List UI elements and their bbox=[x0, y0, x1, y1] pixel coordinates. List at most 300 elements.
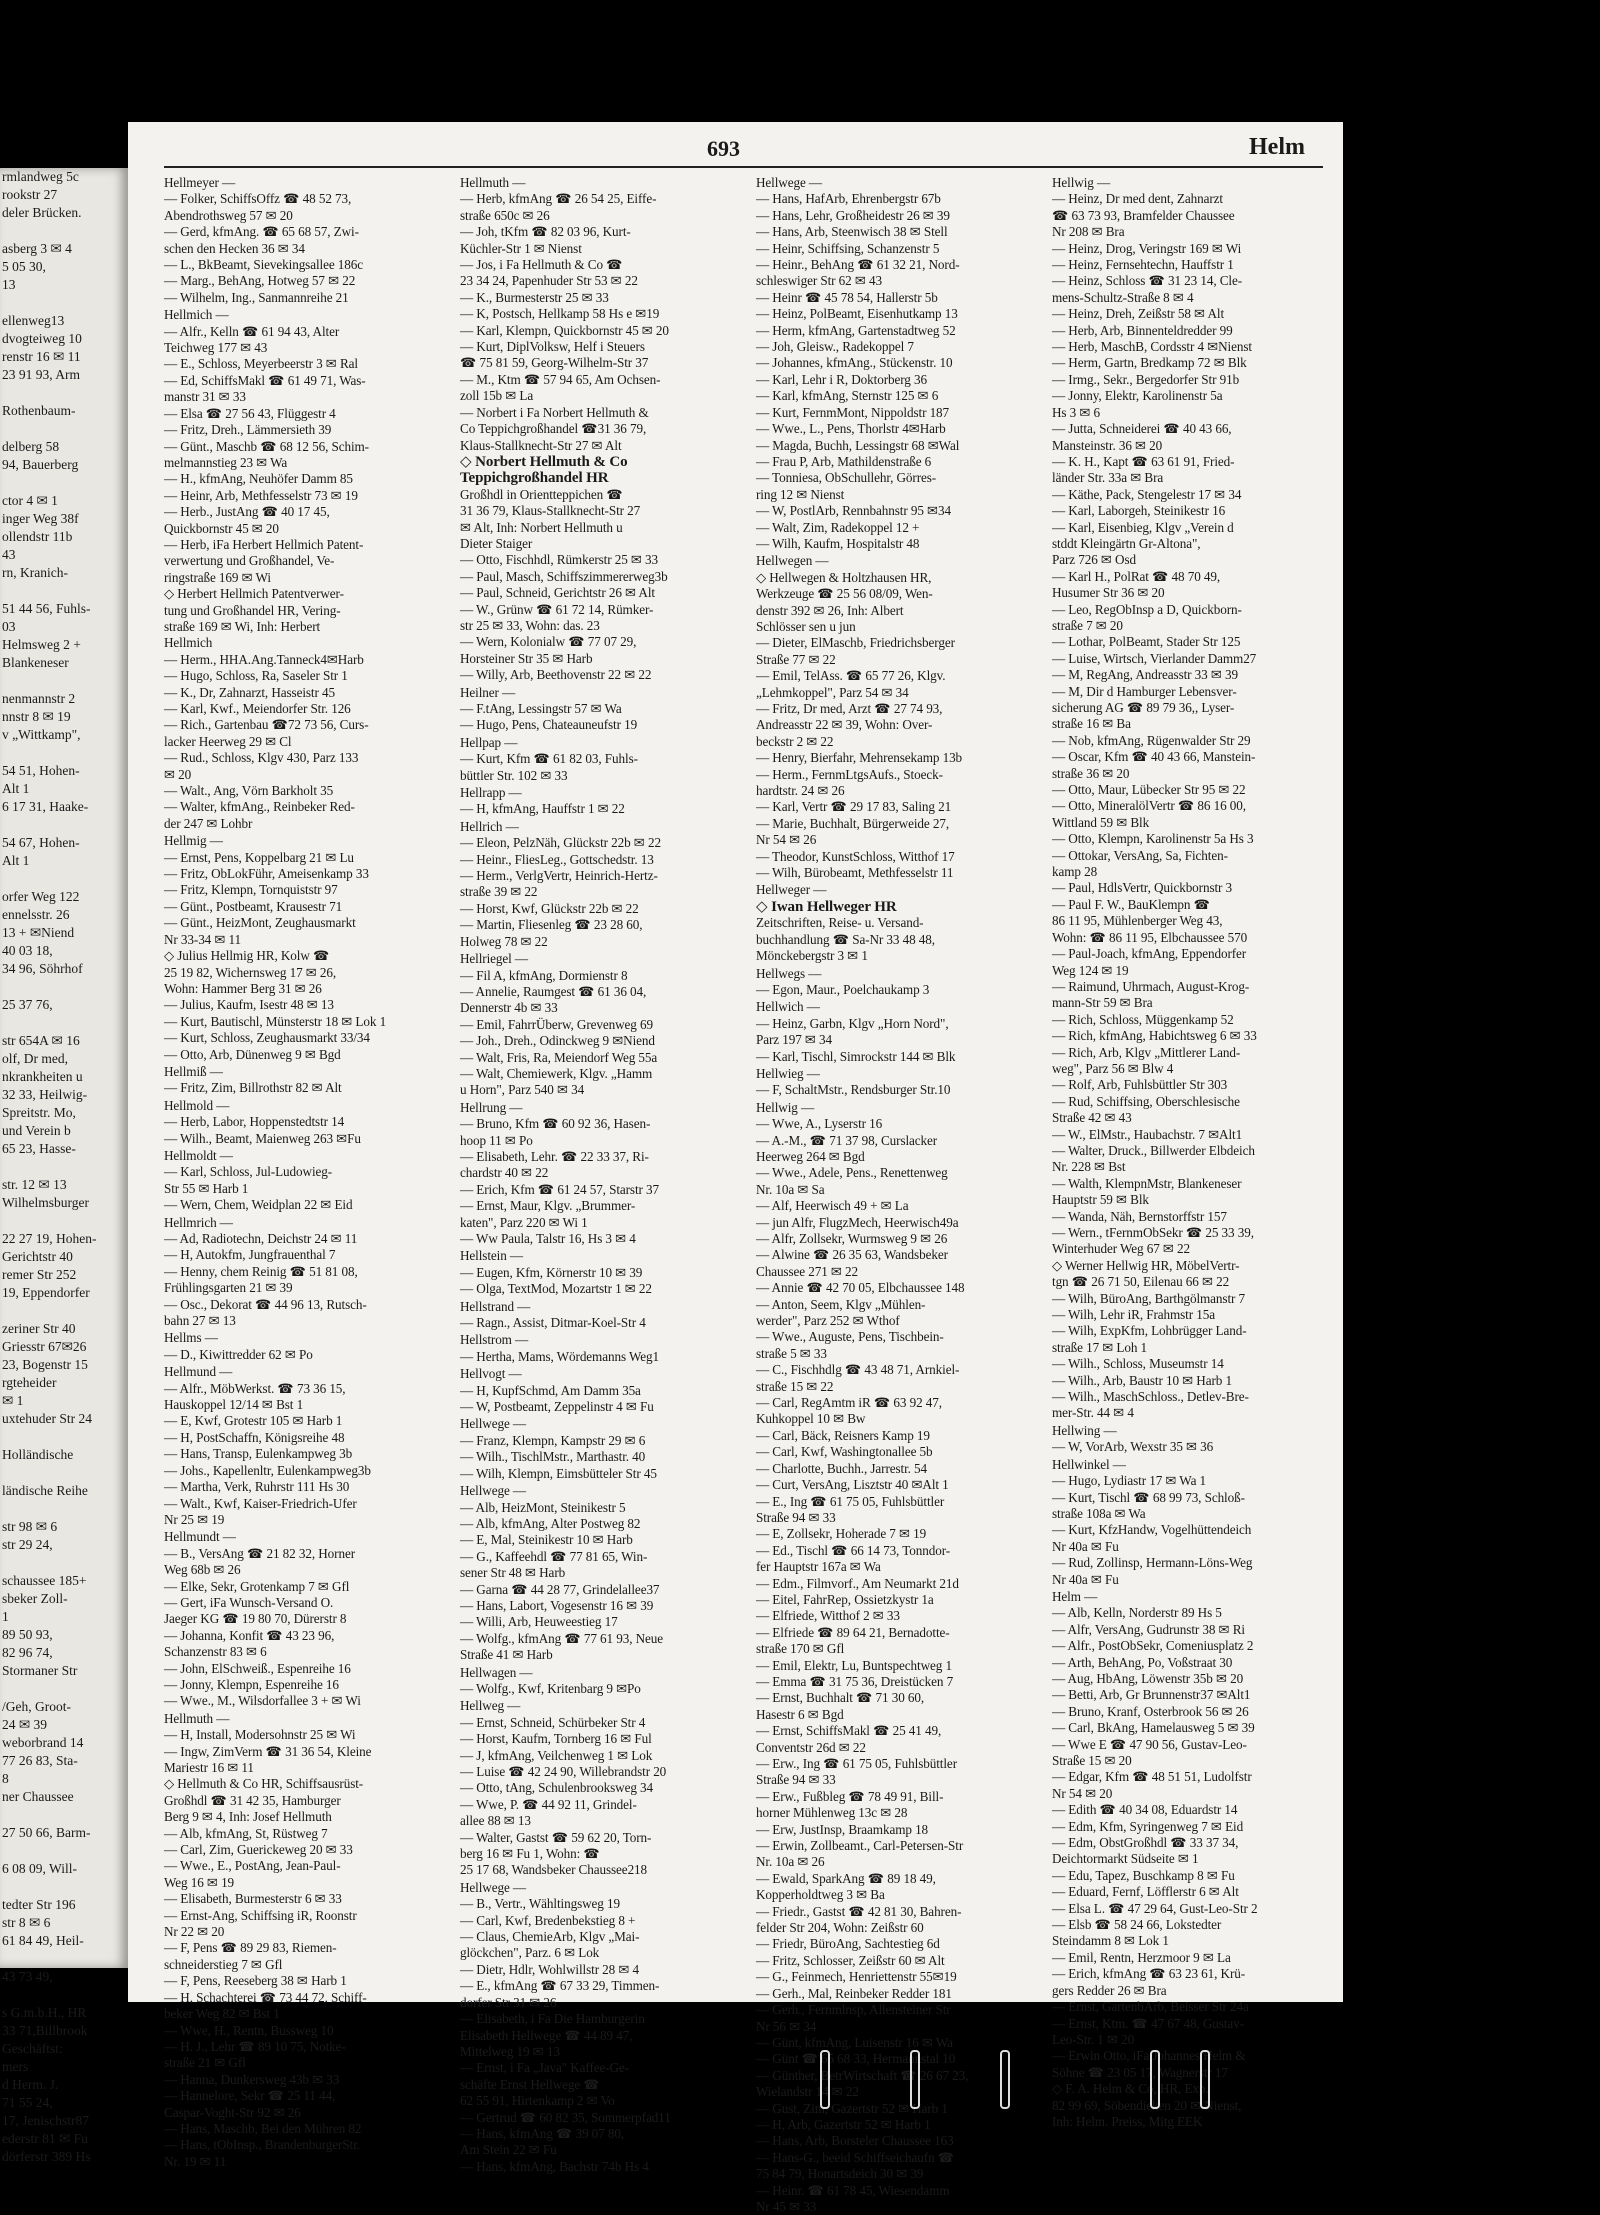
directory-entry-continuation: str 25 ✉ 33, Wohn: das. 23 bbox=[460, 617, 600, 633]
directory-entry: — Ed., Tischl ☎ 66 14 73, Tonndor- bbox=[756, 1542, 951, 1558]
directory-entry-continuation: Großhdl in Orientteppichen ☎ bbox=[460, 486, 623, 502]
directory-entry: — Hans, tObInsp., BrandenburgerStr. bbox=[164, 2137, 360, 2153]
facing-page-line: s G.m.b.H., HR bbox=[2, 2005, 87, 2020]
directory-entry: — Elsa L. ☎ 47 29 64, Gust-Leo-Str 2 bbox=[1052, 1900, 1258, 1916]
directory-entry: — Heinr, Arb, Methfesselstr 73 ✉ 19 bbox=[164, 487, 358, 503]
directory-entry: — Jutta, Schneiderei ☎ 40 43 66, bbox=[1052, 421, 1232, 437]
directory-entry: — Günther, BetrWirtschaft ☎ 26 67 23, bbox=[756, 2067, 969, 2083]
directory-entry: — Eugen, Kfm, Körnerstr 10 ✉ 39 bbox=[460, 1264, 643, 1280]
directory-entry-continuation: Nr. 10a ✉ 26 bbox=[756, 1854, 825, 1870]
facing-page-line bbox=[0, 1554, 128, 1572]
directory-entry: — Wwe, H., Rentn, Bussweg 10 bbox=[164, 2022, 334, 2038]
directory-entry: — Frau P, Arb, Mathildenstraße 6 bbox=[756, 453, 932, 469]
facing-page-line: 8 bbox=[2, 1771, 9, 1786]
directory-entry-continuation: Berg 9 ✉ 4, Inh: Josef Hellmuth bbox=[164, 1809, 332, 1825]
directory-entry: — Horst, Kaufm, Tornberg 16 ✉ Ful bbox=[460, 1731, 652, 1747]
directory-entry: — Hans, kfmAng, Bachstr 74b Hs 4 bbox=[460, 2158, 649, 2174]
surname-heading: Hellmoldt — bbox=[164, 1147, 233, 1163]
facing-page-line: ederstr 81 ✉ Fu bbox=[2, 2131, 88, 2146]
directory-entry-continuation: u Horn", Parz 540 ✉ 34 bbox=[460, 1082, 585, 1098]
facing-page-line: ner Chaussee bbox=[2, 1789, 74, 1804]
directory-entry-continuation: 25 17 68, Wandsbeker Chaussee218 bbox=[460, 1862, 648, 1878]
directory-entry: — Elfriede, Witthof 2 ✉ 33 bbox=[756, 1608, 900, 1624]
directory-entry: — H, Install, Modersohnstr 25 ✉ Wi bbox=[164, 1727, 356, 1743]
directory-entry: — Hans, Lehr, Großheidestr 26 ✉ 39 bbox=[756, 207, 950, 223]
directory-entry-continuation: Leo-Str. 1 ✉ 20 bbox=[1052, 2031, 1135, 2047]
directory-entry-continuation: hardtstr. 24 ✉ 26 bbox=[756, 783, 845, 799]
directory-entry: — Herb., JustAng ☎ 40 17 45, bbox=[164, 504, 330, 520]
facing-page-line: ctor 4 ✉ 1 bbox=[2, 493, 58, 508]
directory-entry-continuation: Dieter Staiger bbox=[460, 535, 533, 551]
directory-entry-continuation: straße 17 ✉ Loh 1 bbox=[1052, 1339, 1148, 1355]
facing-page-line bbox=[0, 1158, 128, 1176]
directory-entry: — Eleon, PelzNäh, Glückstr 22b ✉ 22 bbox=[460, 835, 661, 851]
facing-page-line: ✉ 1 bbox=[2, 1393, 24, 1408]
facing-page-line: 6 08 09, Will- bbox=[2, 1861, 77, 1876]
directory-column bbox=[1052, 174, 1324, 2129]
facing-page-line: zeriner Str 40 bbox=[2, 1321, 76, 1336]
directory-entry: — Betti, Arb, Gr Brunnenstr37 ✉Alt1 bbox=[1052, 1687, 1251, 1703]
directory-entry-continuation: ✉ Alt, Inh: Norbert Hellmuth u bbox=[460, 519, 623, 535]
facing-page-line bbox=[0, 1842, 128, 1860]
directory-entry-continuation: büttler Str. 102 ✉ 33 bbox=[460, 767, 568, 783]
directory-entry-continuation: berg 16 ✉ Fu 1, Wohn: ☎ bbox=[460, 1846, 600, 1862]
directory-entry: — Ed, SchiffsMakl ☎ 61 49 71, Was- bbox=[164, 372, 366, 388]
directory-entry-continuation: Werkzeuge ☎ 25 56 08/09, Wen- bbox=[756, 586, 933, 602]
directory-entry: — Erich, Kfm ☎ 61 24 57, Starstr 37 bbox=[460, 1181, 659, 1197]
facing-page-line: 13 bbox=[2, 277, 16, 292]
directory-entry: — Olga, TextMod, Mozartstr 1 ✉ 22 bbox=[460, 1281, 652, 1297]
surname-heading: Hellmund — bbox=[164, 1364, 233, 1380]
directory-entry: — Leo, RegObInsp a D, Quickborn- bbox=[1052, 601, 1242, 617]
directory-entry: — Herm., HHA.Ang.Tanneck4✉Harb bbox=[164, 651, 364, 667]
directory-entry: — Alb, kfmAng, St, Rüstweg 7 bbox=[164, 1825, 328, 1841]
surname-heading: Hellwege — bbox=[460, 1483, 527, 1499]
facing-page-line: Geschäftst: bbox=[2, 2041, 63, 2056]
directory-entry: — E., kfmAng ☎ 67 33 29, Timmen- bbox=[460, 1978, 660, 1994]
directory-entry: — Jonny, Klempn, Espenreihe 16 bbox=[164, 1676, 339, 1692]
facing-page-line: 89 50 93, bbox=[2, 1627, 53, 1642]
facing-page-line: schaussee 185+ bbox=[2, 1573, 87, 1588]
directory-entry: — Fritz, ObLokFühr, Ameisenkamp 33 bbox=[164, 866, 369, 882]
directory-entry: — Ernst, i Fa „Java" Kaffee-Ge- bbox=[460, 2060, 630, 2076]
directory-entry: — Hugo, Lydiastr 17 ✉ Wa 1 bbox=[1052, 1473, 1207, 1489]
directory-entry: — Alfr, VersAng, Gudrunstr 38 ✉ Ri bbox=[1052, 1621, 1245, 1637]
directory-entry-continuation: Küchler-Str 1 ✉ Nienst bbox=[460, 240, 582, 256]
facing-page-line: ellenweg13 bbox=[2, 313, 65, 328]
directory-entry: — Annie ☎ 42 70 05, Elbchaussee 148 bbox=[756, 1280, 965, 1296]
directory-entry-continuation: Quickbornstr 45 ✉ 20 bbox=[164, 520, 279, 536]
facing-page-line bbox=[0, 1680, 128, 1698]
directory-entry: — Annelie, Raumgest ☎ 61 36 04, bbox=[460, 983, 647, 999]
directory-entry: — Martin, Fliesenleg ☎ 23 28 60, bbox=[460, 917, 643, 933]
directory-entry-continuation: ☎ 63 73 93, Bramfelder Chaussee bbox=[1052, 207, 1235, 223]
directory-entry: — Marg., BehAng, Hotweg 57 ✉ 22 bbox=[164, 273, 356, 289]
directory-entry: — Ernst, Schneid, Schürbeker Str 4 bbox=[460, 1714, 646, 1730]
directory-entry: — G., Kaffeehdl ☎ 77 81 65, Win- bbox=[460, 1548, 648, 1564]
directory-entry: — Herm, kfmAng, Gartenstadtweg 52 bbox=[756, 322, 956, 338]
directory-entry: — Emil, Elektr, Lu, Buntspechtweg 1 bbox=[756, 1657, 952, 1673]
directory-entry: — Rich., Gartenbau ☎72 73 56, Curs- bbox=[164, 717, 369, 733]
facing-page-line: d Herm. J. bbox=[2, 2077, 59, 2092]
directory-entry-continuation: straße 16 ✉ Ba bbox=[1052, 716, 1131, 732]
directory-entry: — H, Arb, Gazertstr 52 ✉ Harb 1 bbox=[756, 2116, 931, 2132]
directory-entry: — Hans, Labort, Vogesenstr 16 ✉ 39 bbox=[460, 1597, 654, 1613]
directory-entry: — Elisabeth, Burmesterstr 6 ✉ 33 bbox=[164, 1891, 342, 1907]
directory-entry-continuation: 62 55 91, Hirtenkamp 2 ✉ Vo bbox=[460, 2093, 615, 2109]
directory-entry-continuation: 31 36 79, Klaus-Stallknecht-Str 27 bbox=[460, 503, 641, 519]
directory-entry: — Günt ☎ 65 68 33, Hermannstal 10 bbox=[756, 2051, 956, 2067]
directory-entry-continuation: melmannstieg 23 ✉ Wa bbox=[164, 454, 288, 470]
directory-entry: — Magda, Buchh, Lessingstr 68 ✉Wal bbox=[756, 437, 960, 453]
surname-heading: Hellms — bbox=[164, 1330, 218, 1346]
directory-entry-continuation: Am Stein 22 ✉ Fu bbox=[460, 2142, 557, 2158]
directory-entry-continuation: Nr 54 ✉ 20 bbox=[1052, 1785, 1113, 1801]
directory-entry-continuation: straße 108a ✉ Wa bbox=[1052, 1505, 1146, 1521]
directory-entry-continuation: buchhandlung ☎ Sa-Nr 33 48 48, bbox=[756, 931, 935, 947]
directory-entry-continuation: Zeitschriften, Reise- u. Versand- bbox=[756, 915, 924, 931]
directory-entry: — Günt, kfmAng, Luisenstr 16 ✉ Wa bbox=[756, 2034, 953, 2050]
directory-entry: — Wilh, Klempn, Eimsbütteler Str 45 bbox=[460, 1465, 657, 1481]
directory-entry: — F.tAng, Lessingstr 57 ✉ Wa bbox=[460, 701, 622, 716]
directory-entry: — John, ElSchweiß., Espenreihe 16 bbox=[164, 1660, 351, 1676]
facing-page-line bbox=[0, 816, 128, 834]
directory-entry: — Wilh., Beamt, Maienweg 263 ✉Fu bbox=[164, 1130, 361, 1146]
directory-entry: — Aug, HbAng, Löwenstr 35b ✉ 20 bbox=[1052, 1670, 1244, 1686]
directory-entry: — K. H., Kapt ☎ 63 61 91, Fried- bbox=[1052, 453, 1235, 469]
facing-page-line: str 98 ✉ 6 bbox=[2, 1519, 58, 1534]
directory-entry: ◇ Norbert Hellmuth & Co bbox=[460, 453, 628, 470]
directory-entry: — G., Feinmech, Henriettenstr 55✉19 bbox=[756, 1969, 957, 1985]
directory-entry: — H, PostSchaffn, Königsreihe 48 bbox=[164, 1429, 345, 1445]
directory-entry-continuation: 25 19 82, Wichernsweg 17 ✉ 26, bbox=[164, 964, 337, 980]
directory-entry: — Wilh, BüroAng, Barthgölmanstr 7 bbox=[1052, 1290, 1245, 1306]
columns bbox=[164, 174, 1324, 2214]
directory-entry-continuation: Frühlingsgarten 21 ✉ 39 bbox=[164, 1280, 293, 1296]
directory-entry: — M., Ktm ☎ 57 94 65, Am Ochsen- bbox=[460, 371, 661, 387]
directory-entry: — Folker, SchiffsOffz ☎ 48 52 73, bbox=[164, 191, 352, 207]
directory-entry-continuation: Mansteinstr. 36 ✉ 20 bbox=[1052, 437, 1163, 453]
directory-entry-continuation: Wielandstr 14 ✉ 22 bbox=[756, 2084, 859, 2100]
directory-entry: — Paul-Joach, kfmAng, Eppendorfer bbox=[1052, 946, 1247, 962]
directory-entry: — H, KupfSchmd, Am Damm 35a bbox=[460, 1382, 641, 1398]
directory-entry: — W., ElMstr., Haubachstr. 7 ✉Alt1 bbox=[1052, 1126, 1243, 1142]
directory-entry: — Walt, Zim, Radekoppel 12 + bbox=[756, 519, 920, 535]
facing-page-line bbox=[0, 672, 128, 690]
directory-entry: — Paul, HdlsVertr, Quickbornstr 3 bbox=[1052, 880, 1233, 896]
directory-entry: — F, Pens, Reeseberg 38 ✉ Harb 1 bbox=[164, 1973, 347, 1989]
directory-entry: — jun Alfr, FlugzMech, Heerwisch49a bbox=[756, 1214, 959, 1230]
directory-entry: — Erich, kfmAng ☎ 63 23 61, Krü- bbox=[1052, 1966, 1246, 1982]
facing-page-line: 24 ✉ 39 bbox=[2, 1717, 48, 1732]
directory-entry-continuation: Horsteiner Str 35 ✉ Harb bbox=[460, 650, 593, 666]
directory-entry: — Ernst, GartenbArb, Beisser Str 24a bbox=[1052, 1999, 1249, 2015]
directory-entry: ◇ Werner Hellwig HR, MöbelVertr- bbox=[1052, 1257, 1240, 1273]
directory-entry-continuation: Nr. 10a ✉ Sa bbox=[756, 1181, 825, 1197]
directory-entry: — Walter, Gastst ☎ 59 62 20, Torn- bbox=[460, 1829, 652, 1845]
directory-entry: — Erw., Fußbleg ☎ 78 49 91, Bill- bbox=[756, 1788, 944, 1804]
directory-entry-continuation: Weg 68b ✉ 26 bbox=[164, 1562, 241, 1578]
directory-entry: — Gerd, kfmAng. ☎ 65 68 57, Zwi- bbox=[164, 224, 359, 240]
facing-page-line bbox=[0, 1950, 128, 1968]
directory-entry: — Wern, Kolonialw ☎ 77 07 29, bbox=[460, 634, 637, 650]
directory-entry: — Herb, kfmAng ☎ 26 54 25, Eiffe- bbox=[460, 191, 657, 207]
directory-entry: — W, PostlArb, Rennbahnstr 95 ✉34 bbox=[756, 503, 951, 519]
directory-entry: — Hugo, Schloss, Ra, Saseler Str 1 bbox=[164, 668, 348, 684]
facing-page-line: Helmsweg 2 + bbox=[2, 637, 81, 652]
facing-page-line: dörferstr 389 Hs bbox=[2, 2149, 91, 2164]
directory-entry: — Herb, iFa Herbert Hellmich Patent- bbox=[164, 536, 364, 552]
directory-entry: — Herm., FernmLtgsAufs., Stoeck- bbox=[756, 766, 943, 782]
directory-entry: — L., BkBeamt, Sievekingsallee 186c bbox=[164, 257, 364, 273]
directory-entry-continuation: Kuhkoppel 10 ✉ Bw bbox=[756, 1411, 866, 1427]
directory-entry: — Erw, JustInsp, Braamkamp 18 bbox=[756, 1821, 929, 1837]
directory-entry: — Ragn., Assist, Ditmar-Koel-Str 4 bbox=[460, 1315, 646, 1331]
directory-entry-continuation: bahn 27 ✉ 13 bbox=[164, 1313, 236, 1329]
directory-entry: — F, SchaltMstr., Rendsburger Str.10 bbox=[756, 1082, 951, 1098]
directory-entry: — Kurt, Kfm ☎ 61 82 03, Fuhls- bbox=[460, 751, 638, 767]
directory-entry-continuation: Großhdl ☎ 31 42 35, Hamburger bbox=[164, 1792, 341, 1808]
directory-entry: — Heinz, Garbn, Klgv „Horn Nord", bbox=[756, 1015, 949, 1031]
directory-entry-continuation: schen den Hecken 36 ✉ 34 bbox=[164, 240, 305, 256]
directory-entry: — Luise, Wirtsch, Vierlander Damm27 bbox=[1052, 650, 1257, 666]
surname-heading: Hellwig — bbox=[756, 1099, 815, 1115]
directory-entry: — Wilh., MaschSchloss., Detlev-Bre- bbox=[1052, 1389, 1249, 1405]
directory-entry: — Rich, Schloss, Müggenkamp 52 bbox=[1052, 1011, 1234, 1027]
directory-entry: — Wilhelm, Ing., Sanmannreihe 21 bbox=[164, 289, 349, 305]
directory-entry-continuation: Klaus-Stallknecht-Str 27 ✉ Alt bbox=[460, 437, 622, 453]
directory-entry-continuation: Söhne ☎ 23 05 17, Wagnerstr 17 bbox=[1052, 2064, 1228, 2080]
directory-entry: — Fritz, Dr med, Arzt ☎ 27 74 93, bbox=[756, 701, 943, 716]
facing-page-line: nkrankheiten u bbox=[2, 1069, 83, 1084]
surname-heading: Hellwich — bbox=[756, 999, 820, 1015]
directory-entry: — Heinr., BehAng ☎ 61 32 21, Nord- bbox=[756, 257, 960, 273]
surname-heading: Hellstrand — bbox=[460, 1298, 531, 1314]
directory-entry: — Curt, VersAng, Lisztstr 40 ✉Alt 1 bbox=[756, 1477, 949, 1493]
surname-heading: Hellpap — bbox=[460, 734, 518, 750]
directory-entry-continuation: Winterhuder Weg 67 ✉ 22 bbox=[1052, 1241, 1191, 1257]
directory-entry: — Edgar, Kfm ☎ 48 51 51, Ludolfstr bbox=[1052, 1769, 1252, 1785]
directory-entry: — Bruno, Kranf, Osterbrook 56 ✉ 26 bbox=[1052, 1703, 1249, 1719]
directory-entry: — Fritz, Klempn, Tornquiststr 97 bbox=[164, 882, 338, 898]
directory-entry: — Carl, RegAmtm iR ☎ 63 92 47, bbox=[756, 1395, 942, 1411]
facing-page-line: 22 27 19, Hohen- bbox=[2, 1231, 97, 1246]
directory-entry: — Kurt, Bautischl, Münsterstr 18 ✉ Lok 1 bbox=[164, 1013, 387, 1029]
directory-entry: — Fritz, Schlosser, Zeißstr 60 ✉ Alt bbox=[756, 1952, 945, 1968]
facing-page-line bbox=[0, 978, 128, 996]
facing-page-line: asberg 3 ✉ 4 bbox=[2, 241, 72, 256]
directory-entry: — Heinr. ☎ 61 78 45, Wiesendamm bbox=[756, 2182, 950, 2198]
directory-entry-continuation: manstr 31 ✉ 33 bbox=[164, 389, 246, 405]
directory-entry-continuation: Nr. 19 ✉ 11 bbox=[164, 2153, 227, 2169]
directory-entry: — Wwe., M., Wilsdorfallee 3 + ✉ Wi bbox=[164, 1693, 361, 1709]
directory-entry-continuation: straße 170 ✉ Gfl bbox=[756, 1641, 845, 1657]
directory-entry-continuation: 75 84 79, Honartsdeich 30 ✉ 39 bbox=[756, 2166, 924, 2182]
directory-entry-continuation: Nr. 228 ✉ Bst bbox=[1052, 1159, 1126, 1175]
directory-entry: — Johanna, Konfit ☎ 43 23 96, bbox=[164, 1627, 335, 1643]
facing-page-line: ennelsstr. 26 bbox=[2, 907, 70, 922]
directory-entry: — Otto, tAng, Schulenbrooksweg 34 bbox=[460, 1780, 654, 1796]
directory-entry: — Rolf, Arb, Fuhlsbüttler Str 303 bbox=[1052, 1077, 1228, 1093]
directory-entry-continuation: Kopperholdtweg 3 ✉ Ba bbox=[756, 1887, 885, 1903]
surname-heading: Hellmig — bbox=[164, 833, 223, 849]
directory-entry: — Heinz, Dreh, Zeißstr 58 ✉ Alt bbox=[1052, 306, 1225, 322]
directory-entry: — Jonny, Elektr, Karolinenstr 5a bbox=[1052, 388, 1223, 404]
directory-entry: — Karl H., PolRat ☎ 48 70 49, bbox=[1052, 568, 1221, 584]
facing-page-line: remer Str 252 bbox=[2, 1267, 77, 1282]
directory-entry: — Ernst-Ang, Schiffsing iR, Roonstr bbox=[164, 1907, 357, 1923]
directory-entry: — Käthe, Pack, Stengelestr 17 ✉ 34 bbox=[1052, 486, 1242, 502]
directory-entry-continuation: Nr 40a ✉ Fu bbox=[1052, 1571, 1119, 1587]
directory-entry-continuation: 86 11 95, Mühlenberger Weg 43, bbox=[1052, 913, 1223, 929]
directory-entry: — Ww Paula, Talstr 16, Hs 3 ✉ 4 bbox=[460, 1231, 636, 1246]
directory-entry: — Heinz, Drog, Veringstr 169 ✉ Wi bbox=[1052, 240, 1242, 256]
surname-heading: Hellwieg — bbox=[756, 1065, 820, 1081]
directory-entry-continuation: Straße 94 ✉ 33 bbox=[756, 1772, 836, 1788]
directory-entry-continuation: mer-Str. 44 ✉ 4 bbox=[1052, 1405, 1134, 1421]
directory-entry: — Karl, Klempn, Quickbornstr 45 ✉ 20 bbox=[460, 322, 669, 338]
directory-entry-continuation: Straße 77 ✉ 22 bbox=[756, 651, 836, 667]
directory-entry-continuation: straße 169 ✉ Wi, Inh: Herbert bbox=[164, 618, 321, 634]
facing-page-line: 23, Bogenstr 15 bbox=[2, 1357, 88, 1372]
directory-entry: — Oscar, Kfm ☎ 40 43 66, Manstein- bbox=[1052, 749, 1256, 765]
directory-entry: — Johannes, kfmAng., Stückenstr. 10 bbox=[756, 355, 953, 371]
directory-entry: — Wilh, Lehr iR, Frahmstr 15a bbox=[1052, 1307, 1215, 1323]
facing-page-line: /Geh, Groot- bbox=[2, 1699, 71, 1714]
directory-entry: — Henny, chem Reinig ☎ 51 81 08, bbox=[164, 1263, 358, 1279]
directory-entry: — Alfr., MöbWerkst. ☎ 73 36 15, bbox=[164, 1380, 346, 1396]
facing-page-line bbox=[0, 384, 128, 402]
facing-page-line bbox=[0, 420, 128, 438]
directory-entry: — Walter, kfmAng., Reinbeker Red- bbox=[164, 799, 355, 815]
directory-entry: ◇ Hellwegen & Holtzhausen HR, bbox=[756, 569, 932, 585]
directory-entry: — Wern, Chem, Weidplan 22 ✉ Eid bbox=[164, 1197, 353, 1213]
surname-heading: Hellvogt — bbox=[460, 1366, 522, 1382]
directory-entry: — Alfr, Zollsekr, Wurmsweg 9 ✉ 26 bbox=[756, 1231, 948, 1246]
facing-page-line: Alt 1 bbox=[2, 781, 30, 796]
directory-entry-continuation: Deichtormarkt Südseite ✉ 1 bbox=[1052, 1851, 1199, 1867]
directory-entry: — Hanna, Dunkersweg 43b ✉ 33 bbox=[164, 2071, 340, 2087]
directory-entry-continuation: chardstr 40 ✉ 22 bbox=[460, 1165, 549, 1181]
directory-entry: — Wern., tFernmObSekr ☎ 25 33 39, bbox=[1052, 1225, 1254, 1240]
directory-entry: — Gert, iFa Wunsch-Versand O. bbox=[164, 1594, 334, 1610]
directory-entry-continuation: Schanzenstr 83 ✉ 6 bbox=[164, 1644, 267, 1660]
directory-entry: — Karl, Laborgeh, Steinikestr 16 bbox=[1052, 503, 1226, 519]
directory-entry: — Alfr., Kelln ☎ 61 94 43, Alter bbox=[164, 323, 340, 339]
directory-entry-continuation: Straße 94 ✉ 33 bbox=[756, 1509, 836, 1525]
facing-page-line: uxtehuder Str 24 bbox=[2, 1411, 92, 1426]
directory-entry-continuation: Heerweg 264 ✉ Bgd bbox=[756, 1148, 865, 1164]
surname-heading: Hellmuth — bbox=[460, 175, 526, 190]
facing-page-line: Blankeneser bbox=[2, 655, 69, 670]
directory-entry-continuation: „Lehmkoppel", Parz 54 ✉ 34 bbox=[756, 684, 909, 700]
surname-heading: Heilner — bbox=[460, 684, 516, 700]
directory-entry: — Karl, Vertr ☎ 29 17 83, Saling 21 bbox=[756, 799, 952, 815]
directory-entry: — F, Pens ☎ 89 29 83, Riemen- bbox=[164, 1940, 337, 1956]
directory-entry-continuation: Jaeger KG ☎ 19 80 70, Dürerstr 8 bbox=[164, 1611, 347, 1627]
directory-entry: — Wilh, Kaufm, Hospitalstr 48 bbox=[756, 535, 920, 551]
directory-entry: — C., Fischhdlg ☎ 43 48 71, Arnkiel- bbox=[756, 1362, 960, 1378]
facing-page-line bbox=[0, 1878, 128, 1896]
facing-page-fragment bbox=[0, 168, 128, 2164]
facing-page-line: str. 12 ✉ 13 bbox=[2, 1177, 67, 1192]
running-header: Helm bbox=[1249, 134, 1305, 160]
facing-page-line: Stormaner Str bbox=[2, 1663, 78, 1678]
directory-entry-continuation: Nr 22 ✉ 20 bbox=[164, 1924, 225, 1940]
directory-entry-continuation: 23 34 24, Papenhuder Str 53 ✉ 22 bbox=[460, 273, 638, 289]
directory-entry: — E., Schloss, Meyerbeerstr 3 ✉ Ral bbox=[164, 356, 358, 372]
directory-entry: — Horst, Kwf, Glückstr 22b ✉ 22 bbox=[460, 900, 639, 916]
directory-entry-continuation: felder Str 204, Wohn: Zeißstr 60 bbox=[756, 1920, 924, 1936]
directory-entry-continuation: schäfte Ernst Hellwege ☎ bbox=[460, 2076, 600, 2092]
facing-page-line: 03 bbox=[2, 619, 16, 634]
facing-page-line: mers bbox=[2, 2059, 29, 2074]
directory-column bbox=[164, 174, 436, 2169]
directory-entry: — Rud, Zollinsp, Hermann-Löns-Weg bbox=[1052, 1555, 1253, 1571]
directory-entry-continuation: Nr 40a ✉ Fu bbox=[1052, 1538, 1119, 1554]
facing-page-line: str 29 24, bbox=[2, 1537, 53, 1552]
directory-entry-continuation: Mariestr 16 ✉ 11 bbox=[164, 1760, 254, 1775]
surname-heading: Hellmuth — bbox=[164, 1710, 230, 1726]
directory-entry: — Heinz, Schloss ☎ 31 23 14, Cle- bbox=[1052, 273, 1243, 289]
surname-heading: Hellwig — bbox=[1052, 175, 1111, 190]
facing-page-line bbox=[0, 222, 128, 240]
directory-entry-continuation: Wohn: Hammer Berg 31 ✉ 26 bbox=[164, 980, 322, 996]
directory-entry: — Egon, Maur., Poelchaukamp 3 bbox=[756, 981, 930, 997]
facing-page-line: 34 96, Söhrhof bbox=[2, 961, 83, 976]
surname-heading: Hellwege — bbox=[460, 1879, 527, 1895]
directory-entry: — Tonniesa, ObSchullehr, Görres- bbox=[756, 470, 937, 486]
facing-page-line: sbeker Zoll- bbox=[2, 1591, 68, 1606]
directory-entry: — Heinz, PolBeamt, Eisenhutkamp 13 bbox=[756, 306, 958, 322]
directory-entry: — Walt., Ang, Vörn Barkholt 35 bbox=[164, 783, 334, 799]
directory-entry: — B., Vertr., Wähltingsweg 19 bbox=[460, 1896, 620, 1912]
directory-entry-continuation: Holweg 78 ✉ 22 bbox=[460, 933, 548, 949]
directory-entry-continuation: Caspar-Voght-Str 92 ✉ 26 bbox=[164, 2104, 301, 2120]
directory-entry-continuation: zoll 15b ✉ La bbox=[460, 388, 534, 404]
directory-entry: — H., kfmAng, Neuhöfer Damm 85 bbox=[164, 471, 353, 487]
directory-entry: — Kurt, Tischl ☎ 68 99 73, Schloß- bbox=[1052, 1489, 1245, 1505]
directory-entry-continuation: ring 12 ✉ Nienst bbox=[756, 486, 845, 502]
directory-entry: — Gerh., Fernmlnsp, Allensteiner Str bbox=[756, 2002, 951, 2018]
directory-entry-continuation: Nr 33-34 ✉ 11 bbox=[164, 931, 242, 947]
surname-heading: Helm — bbox=[1052, 1588, 1098, 1604]
directory-entry: — D., Kiwittredder 62 ✉ Po bbox=[164, 1346, 313, 1362]
directory-entry: — K, Postsch, Hellkamp 58 Hs e ✉19 bbox=[460, 306, 660, 322]
directory-entry: — Wwe., Auguste, Pens, Tischbein- bbox=[756, 1329, 944, 1345]
directory-entry: — Rud, Schiffsing, Oberschlesische bbox=[1052, 1093, 1240, 1109]
directory-entry: — Karl, kfmAng, Sternstr 125 ✉ 6 bbox=[756, 388, 939, 404]
directory-entry: — Elfriede ☎ 89 64 21, Bernadotte- bbox=[756, 1624, 950, 1640]
facing-page-line: 33 71,Billbrook bbox=[2, 2023, 88, 2038]
directory-entry: — Alb, Kelln, Norderstr 89 Hs 5 bbox=[1052, 1605, 1222, 1621]
binding-mark bbox=[1200, 2050, 1210, 2109]
directory-page bbox=[128, 122, 1343, 2214]
directory-entry: — Günt., Postbeamt, Krausestr 71 bbox=[164, 898, 343, 914]
directory-entry-continuation: schleswiger Str 62 ✉ 43 bbox=[756, 273, 882, 289]
facing-page-line bbox=[0, 870, 128, 888]
directory-entry-continuation: verwertung und Großhandel, Ve- bbox=[164, 553, 335, 569]
facing-page-line: 54 67, Hohen- bbox=[2, 835, 80, 850]
facing-page-line bbox=[0, 1464, 128, 1482]
directory-entry: — Emma ☎ 31 75 36, Dreistücken 7 bbox=[756, 1673, 954, 1689]
directory-entry: — Ernst, SchiffsMakl ☎ 25 41 49, bbox=[756, 1723, 942, 1739]
directory-entry-continuation: beckstr 2 ✉ 22 bbox=[756, 733, 834, 749]
directory-entry: — Paul F. W., BauKlempn ☎ bbox=[1052, 896, 1210, 912]
header-rule bbox=[164, 166, 1323, 168]
directory-entry: — Wolfg., Kwf, Kritenbarg 9 ✉Po bbox=[460, 1680, 641, 1696]
directory-entry: — Claus, ChemieArb, Klgv „Mai- bbox=[460, 1929, 640, 1945]
